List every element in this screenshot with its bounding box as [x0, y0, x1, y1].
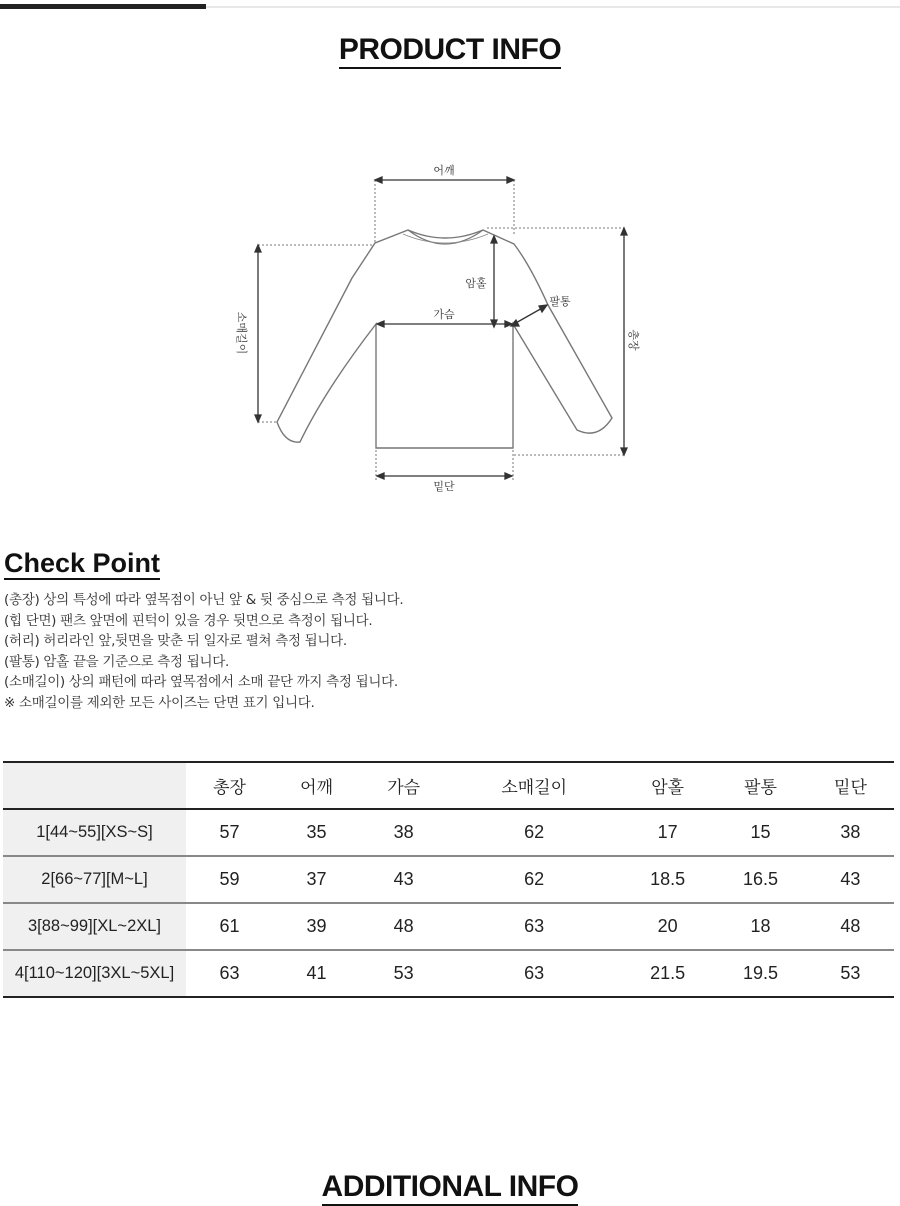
check-point-item: (소매길이) 상의 패턴에 따라 옆목점에서 소매 끝단 까지 측정 됩니다. [4, 674, 398, 690]
additional-info-title [0, 1170, 900, 1204]
table-cell: 62 [447, 809, 621, 856]
table-cell: 15 [714, 809, 807, 856]
table-cell: 16.5 [714, 856, 807, 903]
label-shoulder: 어깨 [433, 164, 455, 177]
table-cell: 21.5 [650, 963, 686, 983]
size-label: 2[66~77][M~L] [3, 856, 186, 903]
table-cell: 63 [219, 963, 240, 983]
top-tab-indicator [0, 4, 206, 9]
table-cell: 53 [393, 963, 414, 983]
header-arm-width: 팔통 [714, 762, 807, 809]
table-cell: 61 [186, 903, 273, 950]
table-cell: 57 [186, 809, 273, 856]
table-cell: 18 [714, 903, 807, 950]
check-point-list [4, 590, 403, 713]
size-label: 1[44~55][XS~S] [3, 809, 186, 856]
size-table-header-row [3, 762, 894, 809]
label-chest: 가슴 [433, 308, 455, 321]
size-label: 3[88~99][XL~2XL] [3, 903, 186, 950]
table-cell: 48 [807, 903, 894, 950]
label-total-length: 총장 [627, 329, 640, 351]
header-sleeve-length: 소매길이 [447, 762, 621, 809]
label-sleeve-length: 소매길이 [235, 311, 248, 355]
table-cell: 35 [273, 809, 360, 856]
table-cell: 63 [447, 903, 621, 950]
header-total-length: 총장 [186, 762, 273, 809]
table-cell: 18.5 [621, 856, 714, 903]
size-table-corner [3, 762, 186, 809]
header-chest: 가슴 [360, 762, 447, 809]
check-point-title [4, 548, 160, 579]
check-point-item: ※ 소매길이를 제외한 모든 사이즈는 단면 표기 입니다. [4, 694, 315, 711]
table-cell: 43 [360, 856, 447, 903]
top-divider [206, 6, 900, 8]
table-cell: 39 [273, 903, 360, 950]
table-row [3, 903, 894, 950]
table-cell: 20 [621, 903, 714, 950]
table-row [3, 950, 894, 997]
additional-info-title-text: ADDITIONAL INFO [322, 1170, 579, 1206]
table-cell: 37 [273, 856, 360, 903]
check-point-title-text: Check Point [4, 548, 161, 578]
table-cell: 59 [186, 856, 273, 903]
table-cell: 63 [524, 963, 545, 983]
label-arm-width: 팔통 [549, 295, 571, 308]
label-hem: 밑단 [433, 480, 455, 493]
check-point-item: (허리) 허리라인 앞,뒷면을 맞춘 뒤 일자로 펼쳐 측정 됩니다. [4, 633, 347, 649]
product-info-title-text: PRODUCT INFO [339, 33, 561, 69]
table-cell: 41 [306, 963, 327, 983]
size-label: 4[110~120][3XL~5XL] [3, 950, 186, 997]
header-armhole: 암홀 [621, 762, 714, 809]
garment-measurement-diagram [0, 150, 900, 510]
header-hem: 밑단 [807, 762, 894, 809]
sweater-outline [277, 230, 612, 448]
size-table [3, 761, 894, 998]
table-cell: 43 [807, 856, 894, 903]
sweater-outline-svg [0, 150, 900, 510]
table-cell: 17 [621, 809, 714, 856]
label-armhole: 암홀 [465, 277, 487, 290]
check-point-item: (총장) 상의 특성에 따라 옆목점이 아닌 앞 & 뒷 중심으로 측정 됩니다. [4, 592, 404, 608]
table-row [3, 856, 894, 903]
header-shoulder: 어깨 [273, 762, 360, 809]
product-info-title [0, 33, 900, 67]
table-cell: 38 [807, 809, 894, 856]
check-point-item: (팔통) 암홀 끝을 기준으로 측정 됩니다. [4, 653, 229, 670]
table-cell: 38 [360, 809, 447, 856]
table-cell: 53 [840, 963, 861, 983]
table-cell: 62 [447, 856, 621, 903]
table-row [3, 809, 894, 856]
table-cell: 19.5 [742, 963, 778, 983]
table-cell: 48 [360, 903, 447, 950]
check-point-item: (힙 단면) 팬츠 앞면에 핀턱이 있을 경우 뒷면으로 측정이 됩니다. [4, 612, 373, 629]
